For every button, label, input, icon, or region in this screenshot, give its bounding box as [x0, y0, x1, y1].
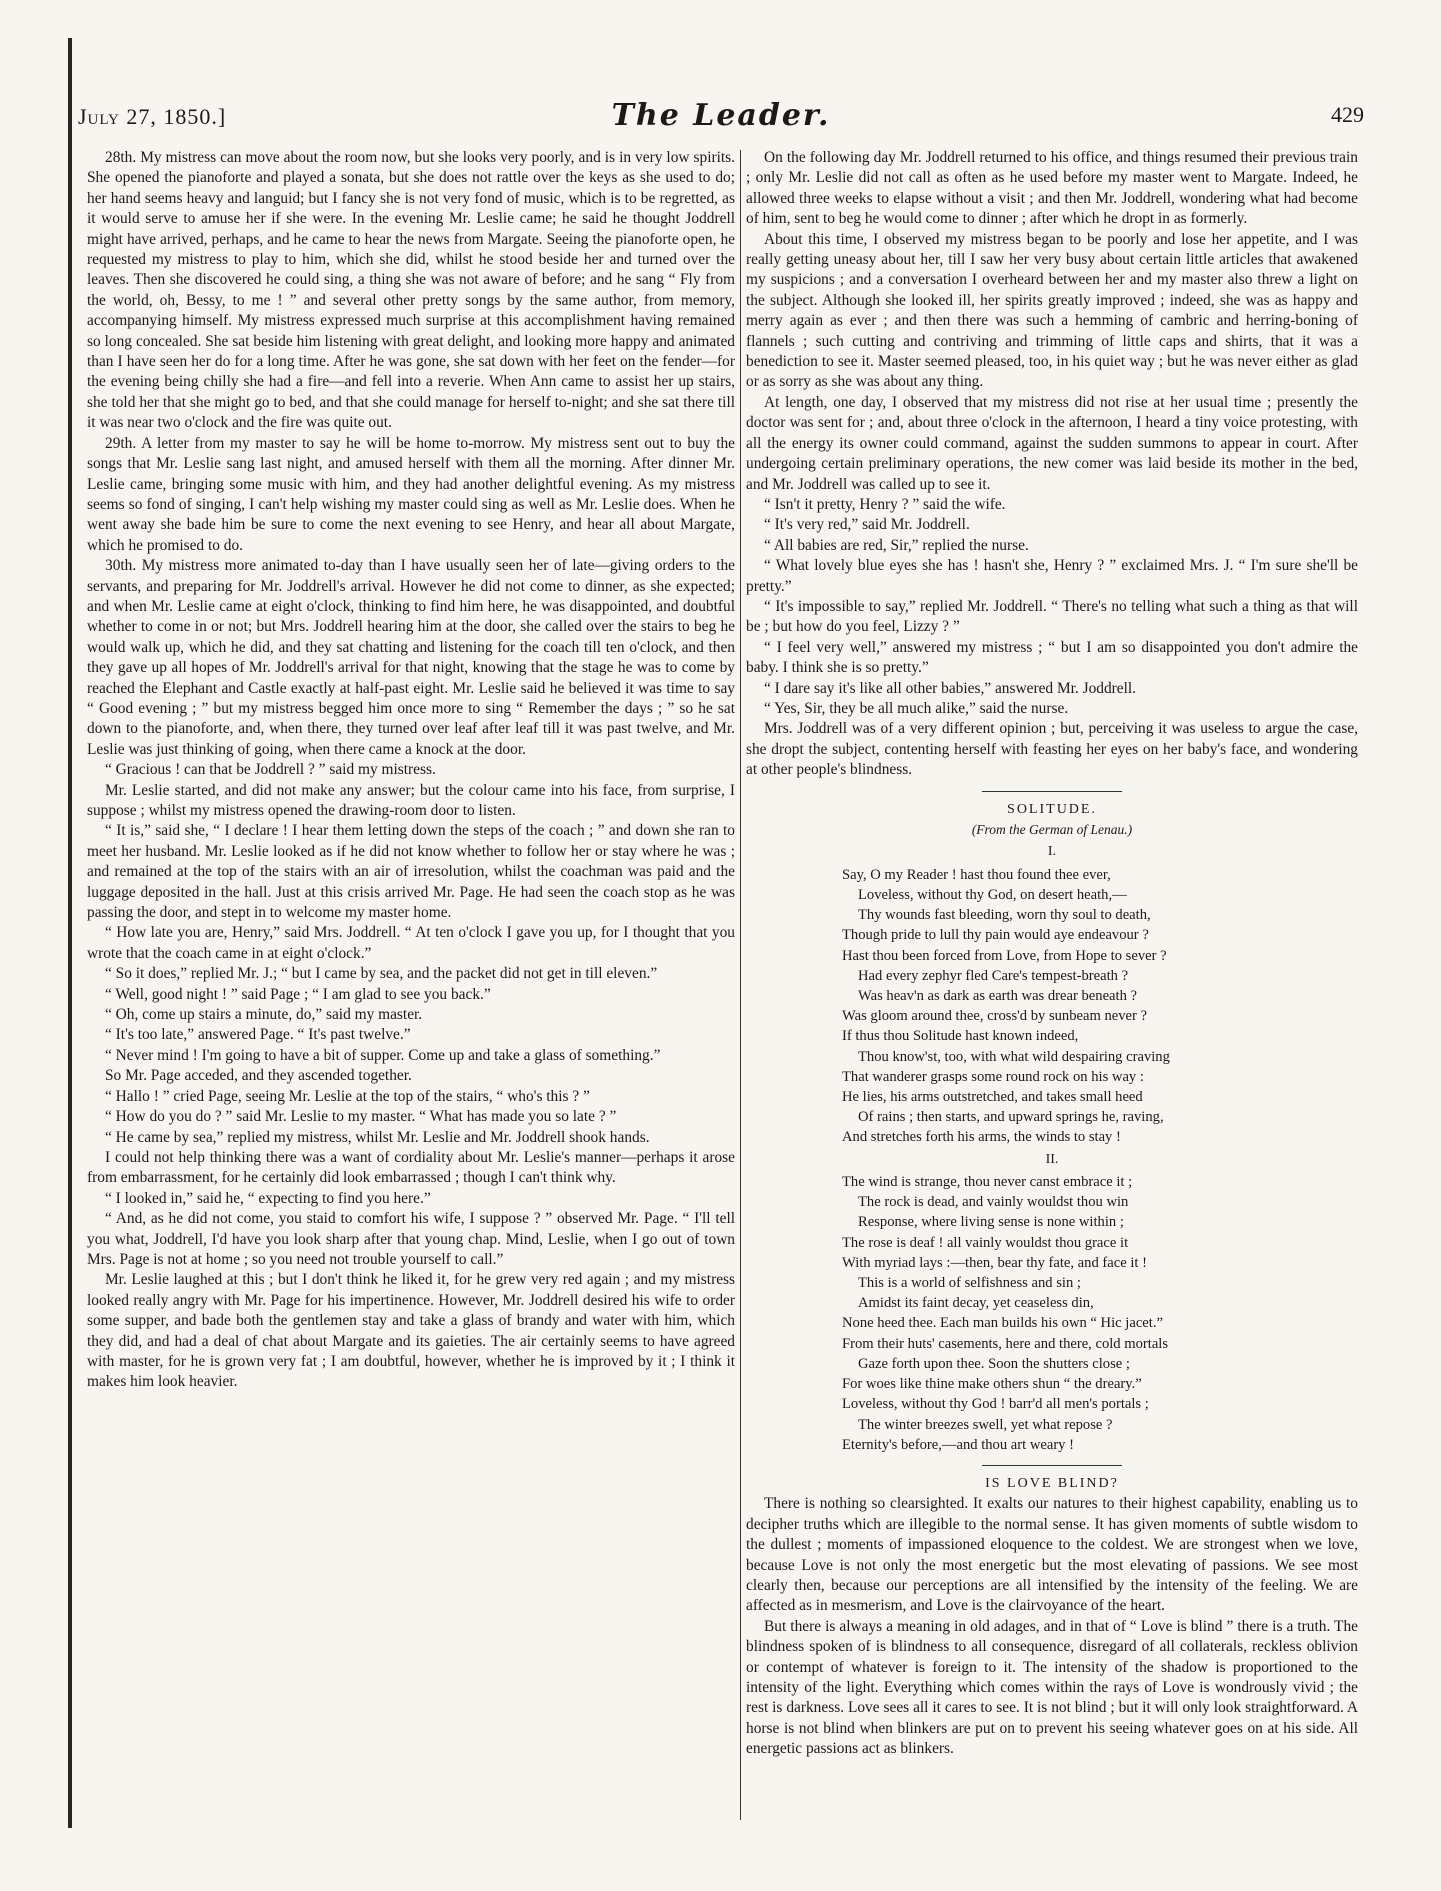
poem-line: Gaze forth upon thee. Soon the shutters close ;: [858, 1355, 1130, 1372]
paragraph: “ All babies are red, Sir,” replied the nurse.: [764, 536, 1029, 554]
poem-line: Had every zephyr fled Care's tempest-breath ?: [858, 967, 1129, 984]
right-column: [746, 148, 1358, 1778]
poem-section: [746, 791, 1358, 1466]
poem-line: For woes like thine make others shun “ the dreary.”: [842, 1376, 1142, 1393]
newspaper-title: The Leader.: [611, 98, 831, 133]
stanza: [746, 865, 1358, 1148]
poem-line: Was gloom around thee, cross'd by sunbeam never ?: [842, 1008, 1148, 1025]
paragraph: “ Hallo ! ” cried Page, seeing Mr. Leslie at the top of the stairs, “ who's this ? ”: [105, 1087, 590, 1105]
page-number: 429: [1331, 102, 1364, 127]
paragraph: “ Oh, come up stairs a minute, do,” said my master.: [105, 1006, 423, 1024]
paragraph: Mrs. Joddrell was of a very different opinion ; but, perceiving it was useless to argue the case, she dropt the subject, contenting herself with feasting her eyes on her baby's face, and wondering at other people's blindness.: [746, 720, 1358, 779]
paragraph: But there is always a meaning in old adages, and in that of “ Love is blind ” there is a truth. The blindness spoken of is blindness to all consequence, disregard of all collaterals, reckless oblivion or contempt of whatever is foreign to it. The intensity of the shadow is proportioned to the intensity of the light. Everything which comes within the rays of Love is wondrously vivid ; the rest is darkness. Love sees all it cares to see. It is not blind ; but it will only look straightforward. A horse is not blind when blinkers are put on to prevent his seeing whatever goes on at his side. All energetic passions act as blinkers.: [746, 1617, 1358, 1758]
paragraph: “ I dare say it's like all other babies,” answered Mr. Joddrell.: [764, 679, 1137, 697]
poem-line: Loveless, without thy God ! barr'd all men's portals ;: [842, 1396, 1149, 1413]
paragraph: “ I feel very well,” answered my mistress ; “ but I am so disappointed you don't admire the baby. I think she is so pretty.”: [746, 638, 1358, 677]
paragraph: “ And, as he did not come, you staid to comfort his wife, I suppose ? ” observed Mr. Page. “ I'll tell you what, Joddrell, I'd have you look sharp after that young chap. Mind, Leslie, when I go out of town Mrs. Page is not at home ; so you need not trouble yourself to call.”: [87, 1210, 735, 1268]
poem-line: Of rains ; then starts, and upward springs he, raving,: [858, 1109, 1164, 1126]
poem-line: Loveless, without thy God, on desert heath,—: [858, 887, 1127, 904]
paragraph: 28th. My mistress can move about the room now, but she looks very poorly, and is in very low spirits. She opened the pianoforte and played a sonata, but she does not rattle over the keys as she used to do; her hand seems heavy and languid; but I fancy she is not very fond of music, which is to be regretted, as it would serve to amuse her if she were. In the evening Mr. Leslie came; he said he thought Joddrell might have arrived, perhaps, and he came to hear the news from Margate. Seeing the pianoforte open, he requested my mistress to play to him, which she did, whilst he stood beside her and turned over the leaves. Then she discovered he could sing, a thing she was not aware of before; and he sang “ Fly from the world, oh, Bessy, to me ! ” and several other pretty songs by the same author, from memory, accompanying himself. My mistress expressed much surprise at this accomplishment having remained so long concealed. She sat beside him listening with great delight, and looking more happy and animated than I have seen her do for a long time. After he was gone, she sat down with her feet on the fender—for the evening being chilly she had a fire—and fell into a reverie. When Ann came to assist her up stairs, she told her that she might go to bed, and that she could manage for herself to-night; and she sat there till it was near two o'clock and the fire was quite out.: [87, 149, 735, 432]
poem-title: SOLITUDE.: [1007, 801, 1097, 817]
poem-line: Though pride to lull thy pain would aye endeavour ?: [842, 927, 1149, 944]
paragraph: I could not help thinking there was a want of cordiality about Mr. Leslie's manner—perhaps it arose from embarrassment, for he certainly did look embarrassed ; though I can't think why.: [87, 1148, 735, 1187]
poem-line: Hast thou been forced from Love, from Hope to sever ?: [842, 947, 1167, 964]
paragraph: There is nothing so clearsighted. It exalts our natures to their highest capability, enabling us to decipher truths which are illegible to the normal sense. It has given moments of subtle wisdom to the dullest ; moments of impassioned eloquence to the coldest. We are strongest when we love, because Love is not only the most energetic but the most elevating of passions. We see most clearly then, because our perceptions are all intensified by the intensity of the feeling. We are affected as in mesmerism, and Love is the clairvoyance of the heart.: [746, 1495, 1358, 1615]
issue-date: July 27, 1850.]: [78, 104, 227, 129]
paragraph: “ Isn't it pretty, Henry ? ” said the wife.: [764, 495, 1006, 513]
paragraph: Mr. Leslie started, and did not make any answer; but the colour came into his face, from surprise, I suppose ; whilst my mistress opened the drawing-room door to listen.: [87, 781, 735, 819]
paragraph: So Mr. Page acceded, and they ascended together.: [105, 1067, 412, 1085]
paragraph: “ What lovely blue eyes she has ! hasn't she, Henry ? ” exclaimed Mrs. J. “ I'm sure she'll be pretty.”: [746, 557, 1358, 595]
paragraph: “ Well, good night ! ” said Page ; “ I am glad to see you back.”: [105, 985, 491, 1003]
paragraph: 29th. A letter from my master to say he will be home to-morrow. My mistress sent out to buy the songs that Mr. Leslie sang last night, and amused herself with them all the morning. After dinner Mr. Leslie came, bringing some music with him, and they had another delightful evening. As my mistress seems so fond of singing, I can't help wishing my master could sing as well as Mr. Leslie does. When he went away she bade him be sure to come the next evening to see Henry, and hear all about Margate, which he promised to do.: [87, 434, 735, 554]
poem-line: Say, O my Reader ! hast thou found thee ever,: [842, 866, 1111, 883]
poem-source: (From the German of Lenau.): [971, 822, 1133, 837]
essay-title: IS LOVE BLIND?: [985, 1475, 1119, 1491]
stanza-numeral: I.: [1047, 844, 1057, 860]
paragraph: At length, one day, I observed that my mistress did not rise at her usual time ; presently the doctor was sent for ; and, about three o'clock in the afternoon, I heard a tiny voice protesting, with all the energy its owner could command, against the sudden summons to appear in court. After undergoing certain preliminary operations, the new comer was laid beside its mother in the bed, and Mr. Joddrell was called up to see it.: [746, 393, 1358, 493]
poem-line: Eternity's before,—and thou art weary !: [842, 1436, 1074, 1453]
stanza-numeral: II.: [1045, 1151, 1059, 1167]
left-column: [87, 148, 735, 1828]
poem-line: From their huts' casements, here and there, cold mortals: [842, 1335, 1169, 1352]
paragraph: Mr. Leslie laughed at this ; but I don't think he liked it, for he grew very red again ; and my mistress looked really angry with Mr. Page for his impertinence. However, Mr. Joddrell desired his wife to order some supper, and bade both the gentlemen stay and take a glass of brandy and water with him, which they did, and had a deal of chat about Margate and its gaieties. The air certainly seems to have agreed with master, for he is grown very fat ; I am doubtful, however, whether he is improved by it ; I think it makes him look heavier.: [87, 1271, 735, 1391]
poem-line: The winter breezes swell, yet what repose ?: [858, 1416, 1113, 1433]
poem-line: The rock is dead, and vainly wouldst thou win: [858, 1194, 1129, 1211]
poem-line: That wanderer grasps some round rock on his way :: [842, 1068, 1144, 1085]
poem-line: With myriad lays :—then, bear thy fate, and face it !: [842, 1254, 1147, 1271]
paragraph: “ Yes, Sir, they be all much alike,” said the nurse.: [764, 699, 1069, 717]
paragraph: “ So it does,” replied Mr. J.; “ but I came by sea, and the packet did not get in till eleven.”: [105, 965, 658, 983]
poem-line: This is a world of selfishness and sin ;: [858, 1275, 1081, 1292]
poem-line: Thou know'st, too, with what wild despairing craving: [858, 1048, 1170, 1065]
poem-line: None heed thee. Each man builds his own “ Hic jacet.”: [842, 1315, 1163, 1332]
paragraph: “ Never mind ! I'm going to have a bit of supper. Come up and take a glass of something.”: [105, 1046, 661, 1064]
paragraph: “ It's too late,” answered Page. “ It's past twelve.”: [105, 1026, 411, 1044]
paragraph: “ He came by sea,” replied my mistress, whilst Mr. Leslie and Mr. Joddrell shook hands.: [105, 1128, 650, 1146]
binding-rule: [68, 38, 72, 1828]
paragraph: “ How late you are, Henry,” said Mrs. Joddrell. “ At ten o'clock I gave you up, for I thought that you wrote that the coach came in at eight o'clock.”: [87, 924, 735, 962]
poem-line: He lies, his arms outstretched, and takes small heed: [842, 1089, 1143, 1106]
poem-line: Thy wounds fast bleeding, worn thy soul to death,: [858, 907, 1151, 924]
paragraph: “ It's impossible to say,” replied Mr. Joddrell. “ There's no telling what such a thing as that will be ; but how do you feel, Lizzy ? ”: [746, 597, 1358, 636]
paragraph: On the following day Mr. Joddrell returned to his office, and things resumed their previous train ; only Mr. Leslie did not call as often as he used before my master went to Margate. Indeed, he allowed three weeks to elapse without a visit ; and then Mr. Joddrell, wondering what had become of him, sent to beg he would come to dinner ; after which he dropt in as formerly.: [746, 149, 1358, 228]
paragraph: “ It's very red,” said Mr. Joddrell.: [764, 516, 970, 534]
poem-line: The wind is strange, thou never canst embrace it ;: [842, 1174, 1133, 1191]
paragraph: “ How do you do ? ” said Mr. Leslie to my master. “ What has made you so late ? ”: [105, 1108, 617, 1126]
masthead: [78, 98, 1364, 138]
column-divider: [740, 150, 741, 1820]
paragraph: About this time, I observed my mistress began to be poorly and lose her appetite, and I was really getting uneasy about her, till I saw her very busy about certain little articles that awakened my suspicions ; and a conversation I overheard between her and my master also threw a light on the subject. Although she looked ill, her spirits greatly improved ; indeed, she was as happy and merry again as ever ; and then there was such a hemming of cambric and herring-boning of flannels ; such cutting and contriving and trimming of little caps and shirts, that it was a benediction to see it. Master seemed pleased, too, in his quiet way ; but he was never either as glad or as sorry as she was about any thing.: [746, 230, 1358, 391]
poem-line: Response, where living sense is none within ;: [858, 1214, 1124, 1231]
stanza: [746, 1172, 1358, 1455]
paragraph: “ It is,” said she, “ I declare ! I hear them letting down the steps of the coach ; ” and down she ran to meet her husband. Mr. Leslie looked as if he did not know whether to follow her or stay where he was ; and remained at the top of the stairs with an air of irresolution, whilst the coachman was paid and the luggage deposited in the hall. Just at this crisis arrived Mr. Page. He had seen the coach stop as he was passing the door, and stept in to welcome my master home.: [87, 822, 735, 922]
poem-line: The rose is deaf ! all vainly wouldst thou grace it: [842, 1234, 1129, 1251]
paragraph: “ I looked in,” said he, “ expecting to find you here.”: [105, 1189, 431, 1207]
poem-line: And stretches forth his arms, the winds to stay !: [842, 1129, 1121, 1146]
section-divider: [982, 1465, 1122, 1466]
poem-line: If thus thou Solitude hast known indeed,: [842, 1028, 1079, 1045]
paragraph: “ Gracious ! can that be Joddrell ? ” said my mistress.: [105, 761, 436, 779]
poem-line: Was heav'n as dark as earth was drear beneath ?: [858, 988, 1138, 1005]
section-divider: [982, 791, 1122, 792]
paragraph: 30th. My mistress more animated to-day than I have usually seen her of late—giving orders to the servants, and preparing for Mr. Joddrell's arrival. However he did not come to dinner, as she expected; and when Mr. Leslie came at eight o'clock, thinking to find him here, he was disappointed, and doubtful whether to come in or not; but Mrs. Joddrell hearing him at the door, she called over the stairs to beg he would walk up, which he did, and they sat chatting and listening for the coach till ten o'clock, and then they gave up all hopes of Mr. Joddrell's arrival for that night, knowing that the stage he was to come by reached the Elephant and Castle exactly at half-past eight. Mr. Leslie said he believed it was time to say “ Good evening ; ” but my mistress begged him once more to sing “ Remember the days ; ” so he sat down to the pianoforte, and, when there, they turned over leaf after leaf till it was past twelve, and Mr. Leslie was just thinking of going, when there came a knock at the door.: [87, 557, 735, 758]
poem-line: Amidst its faint decay, yet ceaseless din,: [858, 1295, 1094, 1312]
